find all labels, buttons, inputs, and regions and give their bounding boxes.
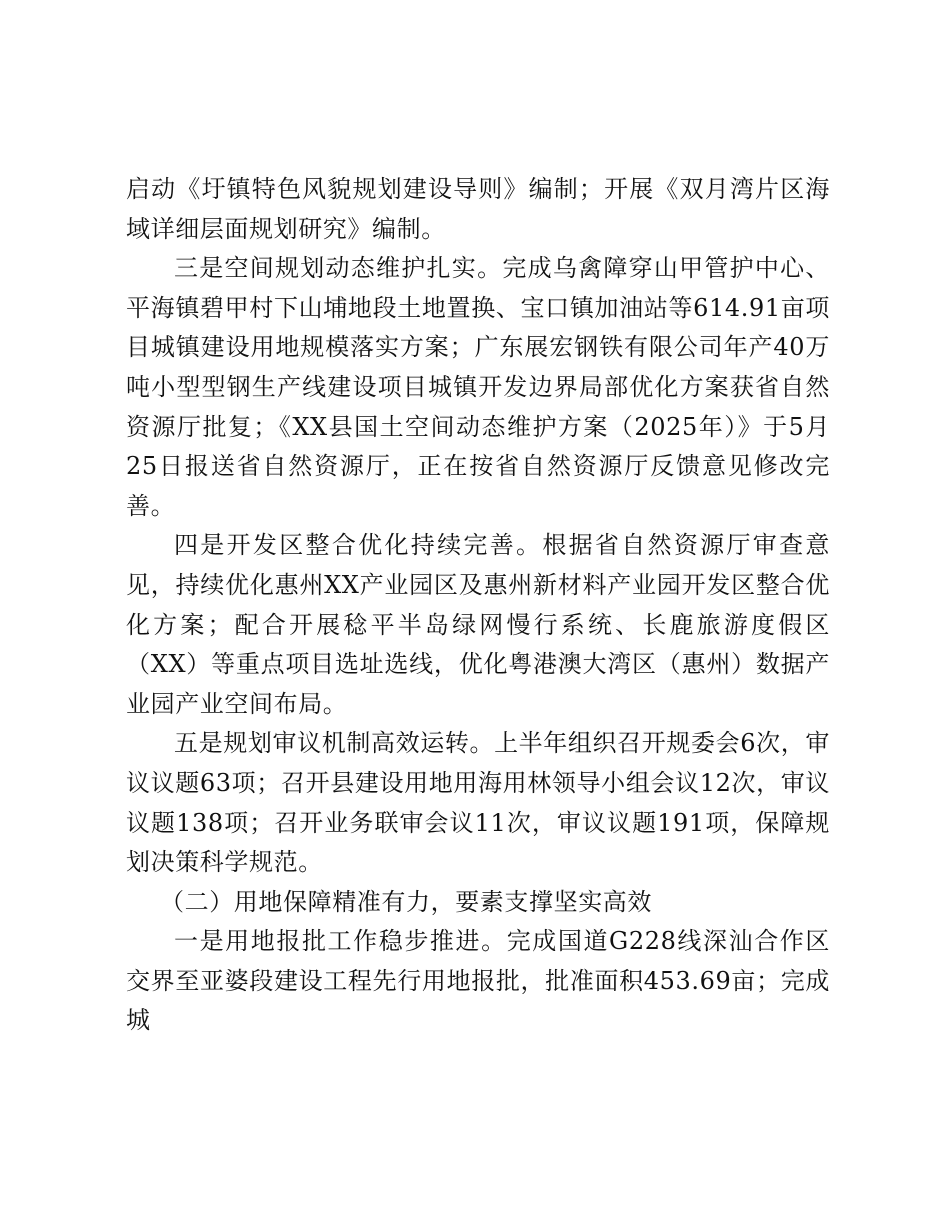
paragraph-development-zone: 四是开发区整合优化持续完善。根据省自然资源厅审查意见，持续优化惠州XX产业园区及惠州新材料产业园开发区整合优化方案；配合开展稔平半岛绿网慢行系统、长鹿旅游度假区（XX）等重点项目选址选线，优化粤港澳大湾区（惠州）数据产业园产业空间布局。: [126, 531, 830, 718]
document-body: [126, 170, 830, 1041]
paragraph-planning-review: 五是规划审议机制高效运转。上半年组织召开规委会6次，审议议题63项；召开县建设用地用海用林领导小组会议12次，审议议题138项；召开业务联审会议11次，审议议题191项，保障规划决策科学规范。: [126, 729, 830, 877]
section-heading-land-use: （二）用地保障精准有力，要素支撑坚实高效: [160, 887, 652, 916]
paragraph-land-approval: 一是用地报批工作稳步推进。完成国道G228线深汕合作区交界至亚婆段建设工程先行用地报批，批准面积453.69亩；完成城: [126, 927, 830, 1035]
paragraph-continuation: 启动《圩镇特色风貌规划建设导则》编制；开展《双月湾片区海域详细层面规划研究》编制。: [126, 175, 830, 243]
paragraph-spatial-planning: 三是空间规划动态维护扎实。完成乌禽障穿山甲管护中心、平海镇碧甲村下山埔地段土地置换、宝口镇加油站等614.91亩项目城镇建设用地规模落实方案；广东展宏钢铁有限公司年产40万吨小型型钢生产线建设项目城镇开发边界局部优化方案获省自然资源厅批复；《XX县国土空间动态维护方案（2025年）》于5月25日报送省自然资源厅，正在按省自然资源厅反馈意见修改完善。: [126, 254, 830, 520]
